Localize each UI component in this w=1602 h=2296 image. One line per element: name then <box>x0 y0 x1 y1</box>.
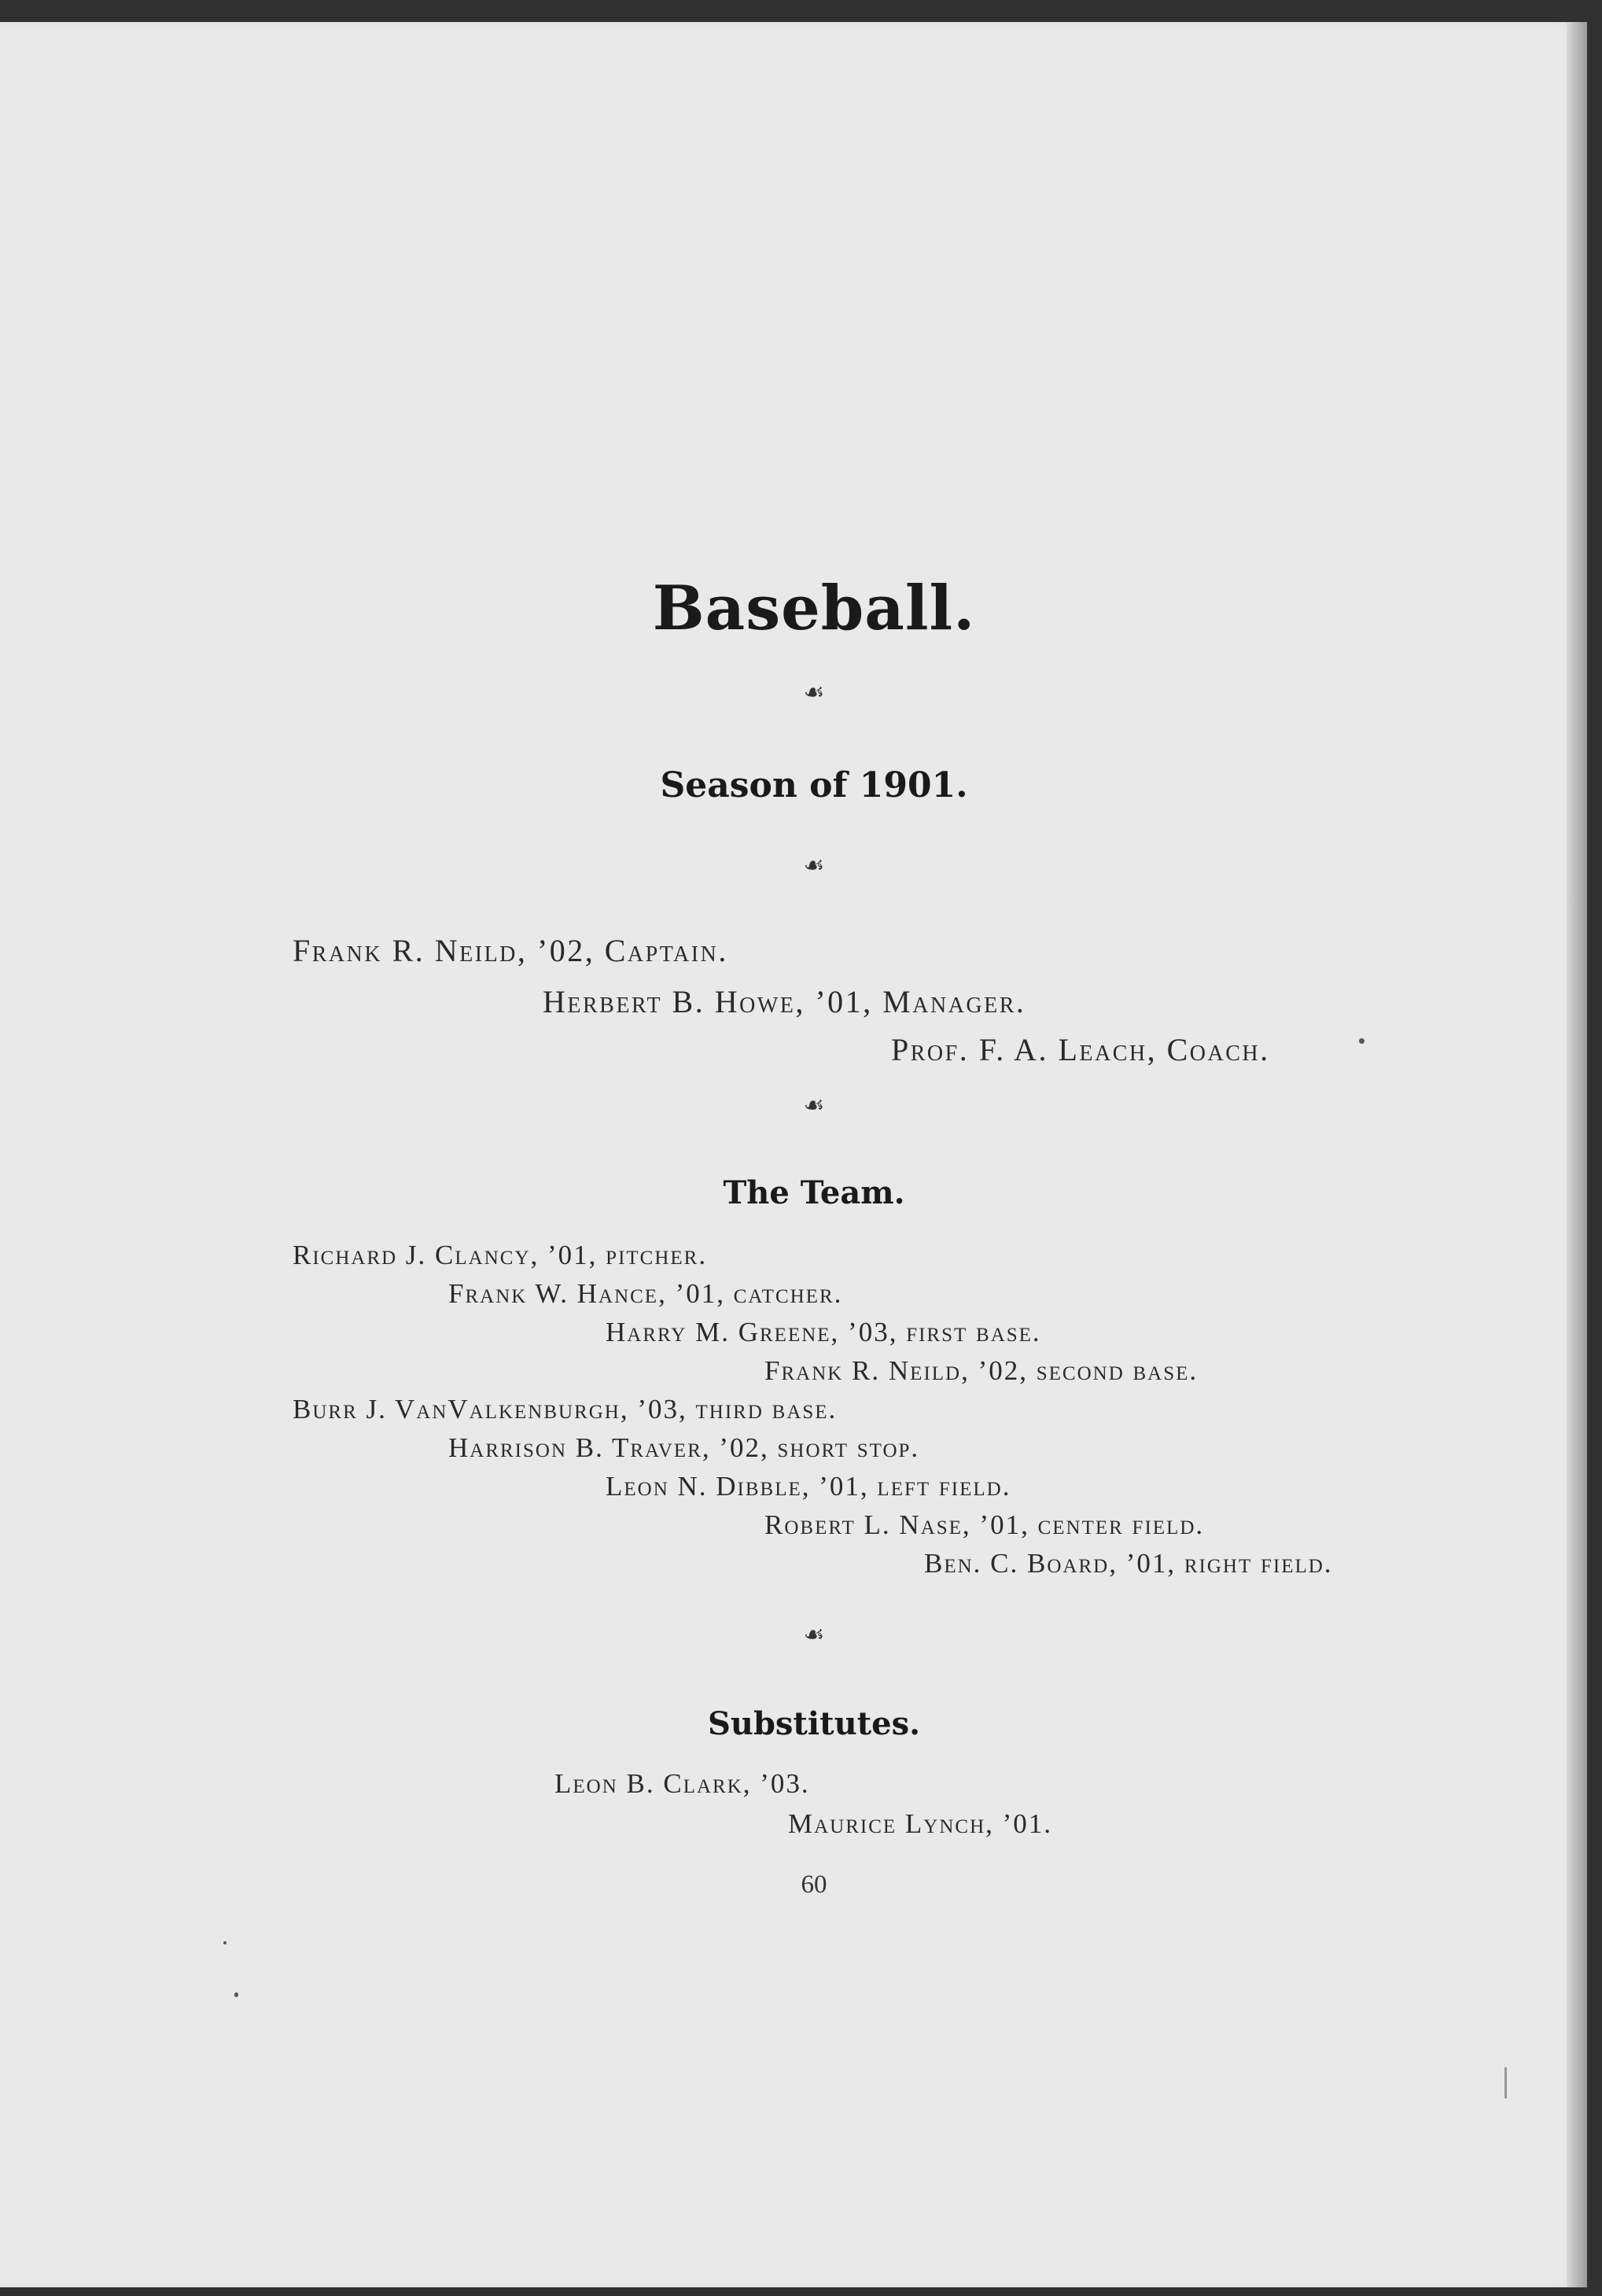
paper-speck <box>1359 1038 1364 1044</box>
substitutes-heading: Substitutes. <box>707 1705 921 1742</box>
ornament-1: ☙ <box>803 680 825 706</box>
substitute-clark: Leon B. Clark, ’03. <box>554 1768 810 1799</box>
season-heading: Season of 1901. <box>660 765 968 805</box>
officer-manager: Herbert B. Howe, ’01, Manager. <box>543 984 1026 1019</box>
book-page <box>0 22 1587 2287</box>
page-gutter-shadow <box>1567 22 1587 2287</box>
officer-captain: Frank R. Neild, ’02, Captain. <box>293 933 728 968</box>
team-member-first-base: Harry M. Greene, ’03, first base. <box>606 1317 1041 1347</box>
team-member-second-base: Frank R. Neild, ’02, second base. <box>764 1355 1199 1386</box>
page-title: Baseball. <box>652 573 976 644</box>
team-member-center-field: Robert L. Nase, ’01, center field. <box>764 1509 1205 1540</box>
officer-coach: Prof. F. A. Leach, Coach. <box>891 1032 1270 1067</box>
team-member-left-field: Leon N. Dibble, ’01, left field. <box>606 1471 1011 1502</box>
team-member-catcher: Frank W. Hance, ’01, catcher. <box>448 1278 843 1309</box>
team-member-right-field: Ben. C. Board, ’01, right field. <box>924 1548 1333 1579</box>
page-number: 60 <box>801 1870 827 1899</box>
team-heading: The Team. <box>723 1174 905 1211</box>
substitute-lynch: Maurice Lynch, ’01. <box>788 1808 1053 1839</box>
ornament-4: ☙ <box>803 1622 825 1648</box>
team-member-third-base: Burr J. VanValkenburgh, ’03, third base. <box>293 1394 838 1424</box>
paper-speck <box>223 1941 226 1944</box>
team-member-pitcher: Richard J. Clancy, ’01, pitcher. <box>293 1240 708 1270</box>
paper-mark <box>1504 2067 1507 2099</box>
team-member-short-stop: Harrison B. Traver, ’02, short stop. <box>448 1432 920 1463</box>
ornament-2: ☙ <box>803 853 825 879</box>
paper-speck <box>234 1992 238 1997</box>
ornament-3: ☙ <box>803 1093 825 1119</box>
